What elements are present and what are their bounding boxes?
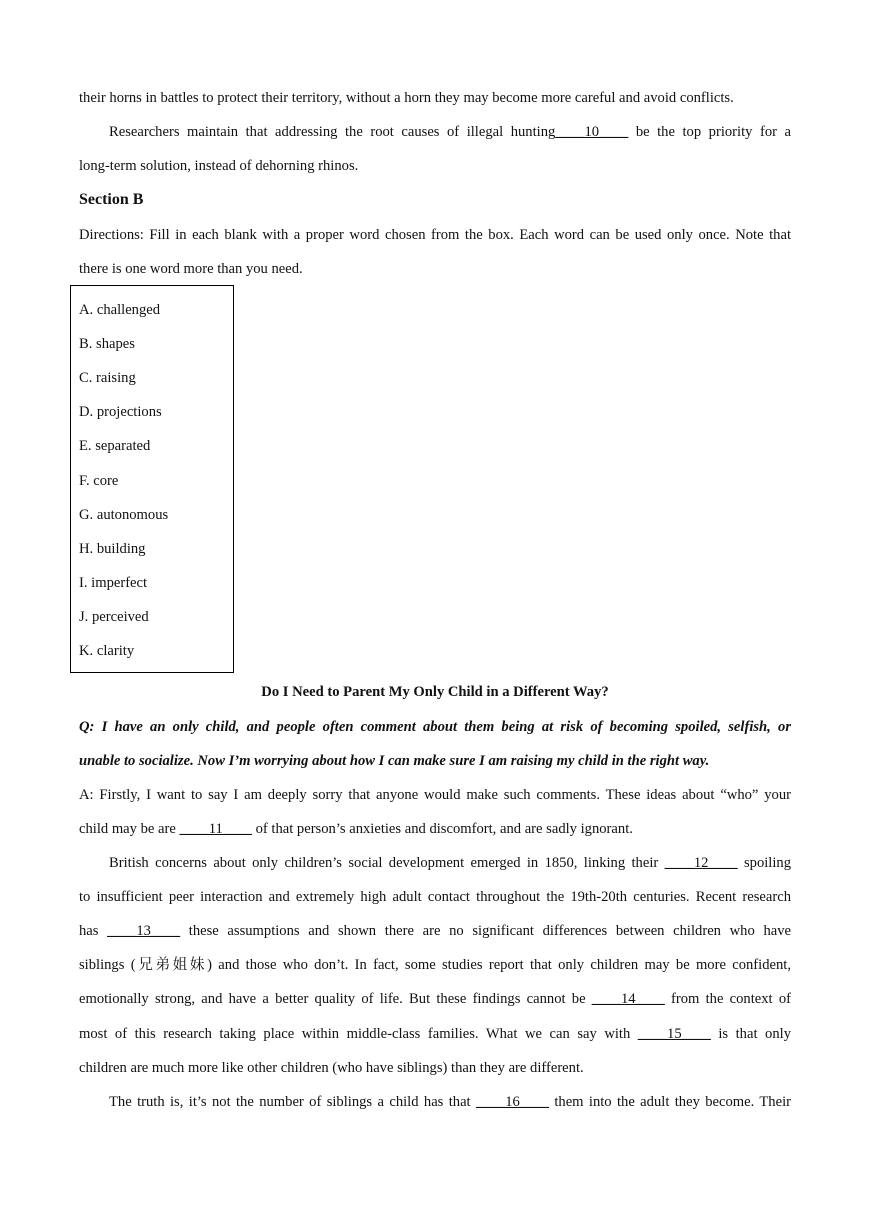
directions-line: Directions: Fill in each blank with a proper word chosen from the box. Each word can be used only once. Note that (79, 227, 791, 243)
text-span: spoiling (737, 855, 791, 871)
text-span: child may be are (79, 821, 180, 837)
text-span: has (79, 923, 108, 939)
text-line (79, 1092, 791, 1112)
text-span: British concerns about only children’s social development emerged in 1850, linking their (109, 855, 665, 871)
text-span: most of this research taking place within middle-class families. What we can say with (79, 1026, 638, 1042)
text-span: be the top priority for a (628, 124, 791, 140)
word-option: J. perceived (79, 609, 149, 625)
text-span: from the context of (664, 991, 792, 1007)
text-span: emotionally strong, and have a better quality of life. But these findings cannot be (79, 991, 592, 1007)
word-option: B. shapes (79, 336, 135, 352)
blank-14: ____14____ (591, 991, 665, 1007)
text-line (79, 819, 791, 839)
word-option: K. clarity (79, 643, 135, 659)
word-option: H. building (79, 541, 146, 557)
question-line: unable to socialize. Now I’m worrying about how I can make sure I am raising my child in the right way. (79, 753, 710, 769)
blank-15: ____15____ (637, 1026, 711, 1042)
word-option: A. challenged (79, 302, 161, 318)
directions-line: there is one word more than you need. (79, 261, 303, 277)
text-line (79, 989, 791, 1009)
text-span: The truth is, it’s not the number of siblings a child has that (109, 1094, 476, 1110)
blank-10: ____10____ (555, 124, 629, 140)
word-option: F. core (79, 473, 119, 489)
blank-16: ____16____ (476, 1094, 549, 1110)
text-span: them into the adult they become. Their (548, 1094, 791, 1110)
text-line: children are much more like other children (who have siblings) than they are different. (79, 1060, 584, 1076)
word-option: I. imperfect (79, 575, 148, 591)
word-option: G. autonomous (79, 507, 169, 523)
text-span: is that only (710, 1026, 791, 1042)
question-line: Q: I have an only child, and people often comment about them being at risk of becoming spoiled, selfish, or (79, 719, 791, 735)
text-span: of that person’s anxieties and discomfort, and are sadly ignorant. (251, 821, 633, 837)
word-option: C. raising (79, 370, 136, 386)
text-span: Researchers maintain that addressing the root causes of illegal hunting (109, 124, 556, 140)
passage-title: Do I Need to Parent My Only Child in a Different Way? (261, 684, 609, 700)
word-option: E. separated (79, 438, 151, 454)
text-line: to insufficient peer interaction and extremely high adult contact throughout the 19th-20th centuries. Recent research (79, 889, 791, 905)
text-line (79, 853, 791, 873)
text-line (79, 921, 791, 941)
text-line (79, 1024, 791, 1044)
text-line (79, 122, 791, 142)
blank-11: ____11____ (179, 821, 252, 837)
text-line: A: Firstly, I want to say I am deeply sorry that anyone would make such comments. These ideas about “who” your (79, 787, 791, 803)
section-heading: Section B (79, 191, 144, 208)
text-line: siblings (兄弟姐妹) and those who don’t. In fact, some studies report that only children may be more confident, (79, 957, 791, 973)
word-option: D. projections (79, 404, 162, 420)
text-span: these assumptions and shown there are no significant differences between children who have (180, 923, 791, 939)
blank-12: ____12____ (664, 855, 738, 871)
text-line: their horns in battles to protect their territory, without a horn they may become more careful and avoid conflicts. (79, 90, 734, 106)
text-line: long-term solution, instead of dehorning rhinos. (79, 158, 359, 174)
blank-13: ____13____ (107, 923, 181, 939)
